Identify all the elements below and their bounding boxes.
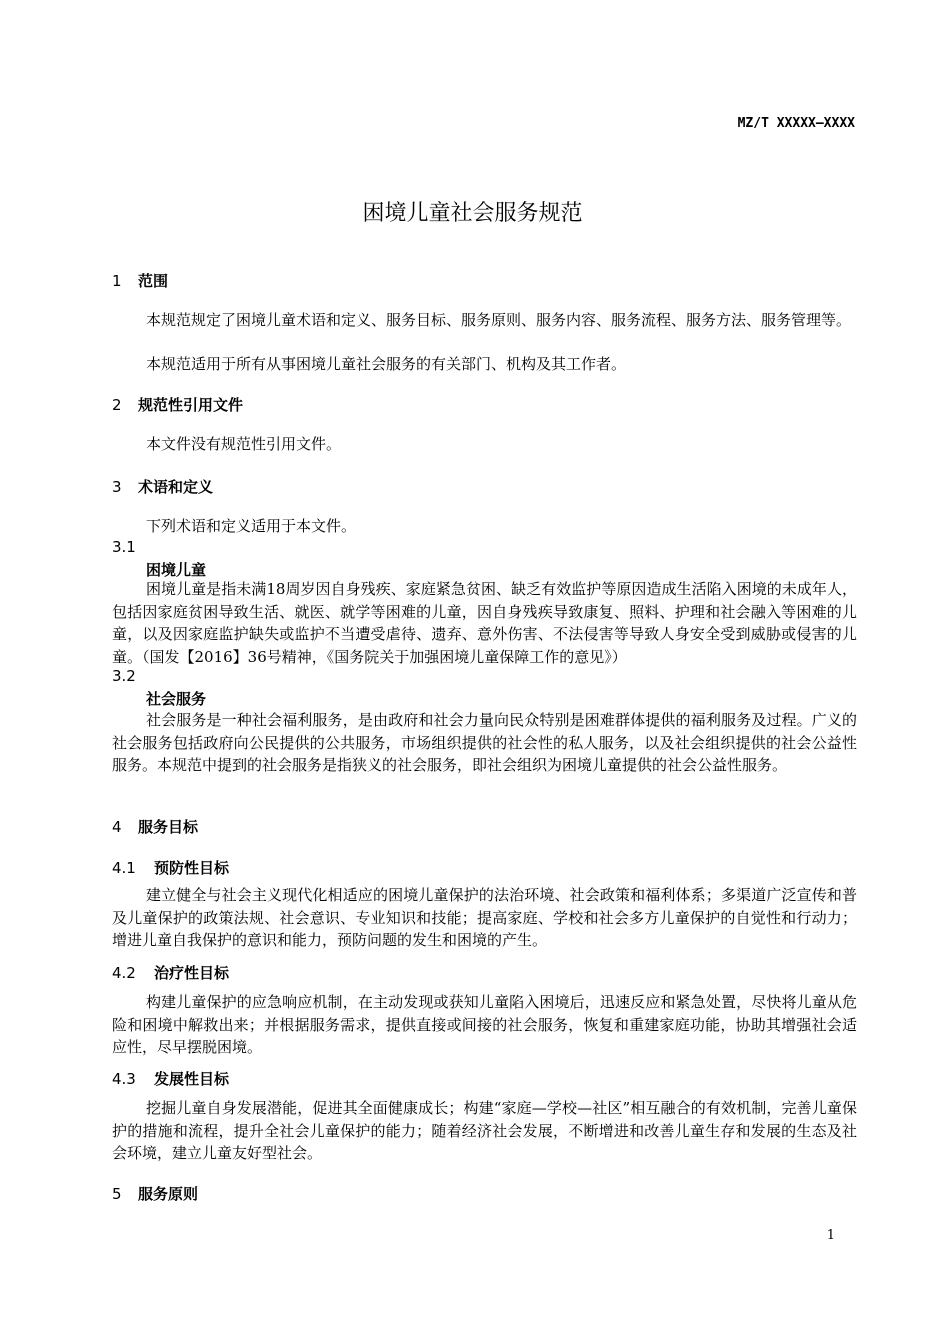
subsection-number: 4.2 <box>112 964 136 982</box>
section-title: 服务原则 <box>138 1185 199 1203</box>
section-2-paragraph-1: 本文件没有规范性引用文件。 <box>146 435 342 453</box>
section-number: 4 <box>112 818 122 836</box>
term-3-2-title: 社会服务 <box>146 690 207 708</box>
section-number: 1 <box>112 272 122 290</box>
subsection-number: 4.3 <box>112 1070 136 1088</box>
section-5-heading <box>112 1183 198 1204</box>
section-title: 规范性引用文件 <box>138 396 244 414</box>
subsection-number: 4.1 <box>112 859 136 877</box>
section-number: 2 <box>112 396 122 414</box>
section-title: 范围 <box>138 272 169 290</box>
section-3-heading <box>112 476 213 497</box>
page-number: 1 <box>826 1228 835 1243</box>
term-3-1-definition: 困境儿童是指未满18周岁因自身残疾、家庭紧急贫困、缺乏有效监护等原因造成生活陷入困境的未成年人，包括因家庭贫困导致生活、就医、就学等困难的儿童，因自身残疾导致康复、照料、护理和社会融入等困难的儿童，以及因家庭监护缺失或监护不当遭受虐待、遗弃、意外伤害、不法侵害等导致人身安全受到威胁或侵害的儿童。（国发【2016】36号精神，《国务院关于加强困境儿童保障工作的意见》） <box>112 580 857 666</box>
section-1-paragraph-1: 本规范规定了困境儿童术语和定义、服务目标、服务原则、服务内容、服务流程、服务方法、服务管理等。 <box>146 311 852 329</box>
term-3-2-number: 3.2 <box>112 667 136 685</box>
section-2-heading <box>112 394 243 415</box>
subsection-4-1-paragraph: 建立健全与社会主义现代化相适应的困境儿童保护的法治环境、社会政策和福利体系；多渠道广泛宣传和普及儿童保护的政策法规、社会意识、专业知识和技能；提高家庭、学校和社会多方儿童保护的自觉性和行动力；增进儿童自我保护的意识和能力，预防问题的发生和困境的产生。 <box>112 886 857 949</box>
term-3-2-definition: 社会服务是一种社会福利服务，是由政府和社会力量向民众特别是困难群体提供的福利服务及过程。广义的社会服务包括政府向公民提供的公共服务，市场组织提供的社会性的私人服务，以及社会组织提供的社会公益性服务。本规范中提到的社会服务是指狭义的社会服务，即社会组织为困境儿童提供的社会公益性服务。 <box>112 711 857 774</box>
subsection-4-3-heading <box>112 1068 229 1089</box>
subsection-title: 治疗性目标 <box>154 964 230 982</box>
section-title: 术语和定义 <box>138 478 214 496</box>
subsection-4-2-heading <box>112 962 229 983</box>
subsection-title: 预防性目标 <box>154 859 230 877</box>
section-1-paragraph-2: 本规范适用于所有从事困境儿童社会服务的有关部门、机构及其工作者。 <box>146 355 627 373</box>
section-number: 5 <box>112 1185 122 1203</box>
section-4-heading <box>112 816 198 837</box>
subsection-4-2-paragraph: 构建儿童保护的应急响应机制，在主动发现或获知儿童陷入困境后，迅速反应和紧急处置，尽快将儿童从危险和困境中解救出来；并根据服务需求，提供直接或间接的社会服务，恢复和重建家庭功能，协助其增强社会适应性，尽早摆脱困境。 <box>112 993 857 1056</box>
section-title: 服务目标 <box>138 818 199 836</box>
section-1-heading <box>112 270 168 291</box>
section-number: 3 <box>112 478 122 496</box>
term-3-1-number: 3.1 <box>112 538 136 556</box>
subsection-4-3-paragraph: 挖掘儿童自身发展潜能，促进其全面健康成长；构建“家庭—学校—社区”相互融合的有效机制，完善儿童保护的措施和流程，提升全社会儿童保护的能力；随着经济社会发展，不断增进和改善儿童生存和发展的生态及社会环境，建立儿童友好型社会。 <box>112 1099 857 1162</box>
term-3-1-title: 困境儿童 <box>146 561 207 579</box>
document-number: MZ/T XXXXX—XXXX <box>737 116 855 131</box>
subsection-title: 发展性目标 <box>154 1070 230 1088</box>
section-3-paragraph-1: 下列术语和定义适用于本文件。 <box>146 517 357 535</box>
subsection-4-1-heading <box>112 857 229 878</box>
page-title: 困境儿童社会服务规范 <box>362 201 583 226</box>
